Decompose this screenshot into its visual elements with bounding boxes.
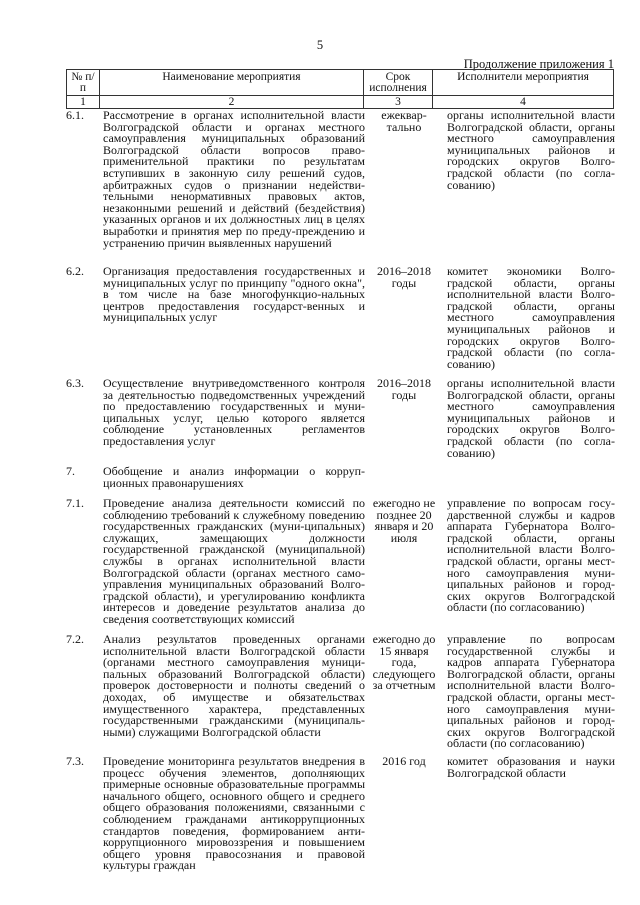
column-number: 1	[67, 96, 100, 109]
row-number: 7.3.	[66, 754, 84, 768]
page-number: 5	[316, 38, 324, 52]
measure-executors: управление по вопросам госу-дарственной службы и кадров аппарата Губернатора Волго-градской области, органы исполнительной власти Волго-градской области, органы мест-ного самоуправления муни-ципальных районов и город-ских округов Волгоградской области (по согласованию)	[447, 496, 615, 615]
row-number: 7.1.	[66, 496, 84, 510]
measure-name: Проведение анализа деятельности комиссий по соблюдению требований к служебному поведению государственных гражданских (муни-ципальных) служащих, замещающих должности государственной гражданской (муниципальной) службы в органах исполнительной власти Волгоградской области (органах местного само-управления муниципальных образований Волго-градской области), и урегулированию конфликта интересов и доведение результатов анализа до сведения соответствующих комиссий	[103, 496, 365, 626]
row-number: 7.	[66, 464, 75, 478]
column-number: 3	[364, 96, 433, 109]
measure-name: Проведение мониторинга результатов внедрения в процесс обучения элементов, дополняющих примерные основные образовательные программы начального общего, основного общего и среднего общего образования положениями, связанными с соблюдением гражданами антикоррупционных стандартов поведения, формированием анти-коррупционного мировоззрения и повышением общего уровня правосознания и правовой культуры граждан	[103, 754, 365, 873]
measure-name: Обобщение и анализ информации о корруп-ционных правонарушениях	[103, 464, 365, 490]
measure-executors: комитет образования и науки Волгоградской области	[447, 754, 615, 780]
measure-term: 2016–2018 годы	[377, 264, 431, 290]
header-row	[67, 70, 614, 96]
measure-name: Организация предоставления государственных и муниципальных услуг по принципу "одного окна", в том числе на базе многофункцио-нальных центров предоставления государст-венных и муниципальных услуг	[103, 264, 365, 325]
header-term: Срок исполнения	[364, 70, 433, 96]
measure-executors: комитет экономики Волго-градской области, органы исполнительной власти Волго-градской области, органы местного самоуправления муниципальных районов и городских округов Волго-градской области (по согла-сованию)	[447, 264, 615, 371]
measure-name: Рассмотрение в органах исполнительной власти Волгоградской области и органах местного самоуправления муниципальных образований Волгоградской области вопросов право-применительной практики по результатам вступивших в законную силу решений судов, арбитражных судов о признании недействи-тельными ненормативных правовых актов, незаконными решений и действий (бездействия) указанных органов и их должностных лиц в целях выработки и принятия мер по преду-преждению и устранению причин выявленных нарушений	[103, 108, 365, 250]
row-number: 6.3.	[66, 376, 84, 390]
measure-term: ежегодно не позднее 20 января и 20 июля	[372, 496, 436, 545]
measure-name: Анализ результатов проведенных органами исполнительной власти Волгоградской области (органами местного самоуправления муници-пальных образований Волгоградской области) проверок достоверности и полноты сведений о доходах, об имуществе и обязательствах имущественного характера, представленных государственными гражданскими (муниципаль-ными) служащими Волгоградской области	[103, 632, 365, 739]
column-number: 4	[433, 96, 614, 109]
row-number: 6.2.	[66, 264, 84, 278]
row-number: 7.2.	[66, 632, 84, 646]
measure-term: ежегодно до 15 января года, следующего за отчетным	[372, 632, 436, 693]
measure-executors: управление по вопросам государственной службы и кадров аппарата Губернатора Волгоградской области, органы исполнительной власти Волго-градской области, органы мест-ного самоуправления муни-ципальных районов и город-ских округов Волгоградской области (по согласованию)	[447, 632, 615, 751]
appendix-continuation-label: Продолжение приложения 1	[463, 57, 614, 71]
measure-name: Осуществление внутриведомственного контроля за деятельностью подведомственных учреждений по предоставлению государственных и муни-ципальных услуг, целью которого является соблюдение установленных регламентов предоставления услуг	[103, 376, 365, 448]
row-number: 6.1.	[66, 108, 84, 122]
measure-term: ежеквар-тально	[381, 108, 427, 134]
column-numbers-row	[67, 96, 614, 109]
measure-term: 2016 год	[382, 754, 426, 768]
column-number: 2	[100, 96, 364, 109]
measure-executors: органы исполнительной власти Волгоградской области, органы местного самоуправления муниципальных районов и городских округов Волго-градской области (по согла-сованию)	[447, 376, 615, 460]
measure-executors: органы исполнительной власти Волгоградской области, органы местного самоуправления муниципальных районов и городских округов Волго-градской области (по согла-сованию)	[447, 108, 615, 192]
header-exec: Исполнители мероприятия	[433, 70, 614, 96]
header-name: Наименование мероприятия	[100, 70, 364, 96]
header-num: № п/п	[67, 70, 100, 96]
measures-table-header	[66, 69, 614, 109]
measure-term: 2016–2018 годы	[377, 376, 431, 402]
